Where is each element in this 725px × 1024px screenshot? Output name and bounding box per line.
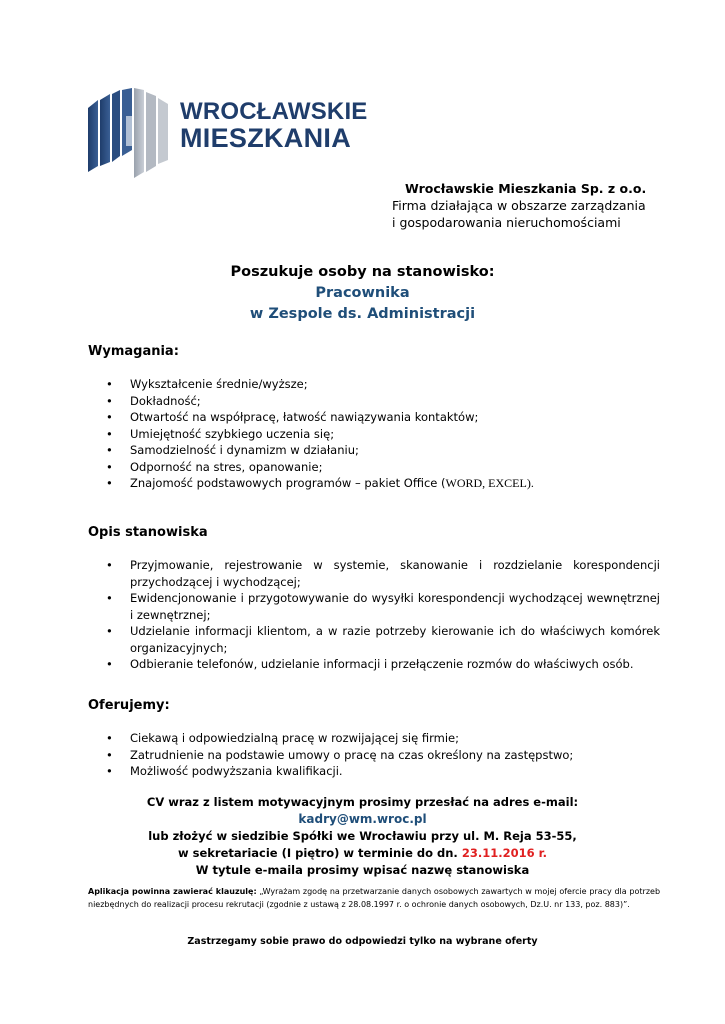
company-info xyxy=(392,180,647,231)
list-item: • Zatrudnienie na podstawie umowy o pracę na czas określony na zastępstwo; xyxy=(88,747,660,764)
application-instructions xyxy=(0,794,725,879)
list-item: • Możliwość podwyższania kwalifikacji. xyxy=(88,763,660,780)
logo-wordmark xyxy=(180,100,368,152)
job-headline xyxy=(0,262,725,325)
company-desc-1: Firma działająca w obszarze zarządzania xyxy=(392,198,646,213)
list-item: • Dokładność; xyxy=(88,393,660,410)
headline-intro: Poszukuje osoby na stanowisko: xyxy=(230,264,495,280)
list-item: • Przyjmowanie, rejestrowanie w systemie, skanowanie i rozdzielanie korespondencji przychodzącej i wychodzącej; xyxy=(88,557,660,590)
list-item: • Odbieranie telefonów, udzielanie informacji i przełączenie rozmów do właściwych osób. xyxy=(88,656,660,673)
clause-text: „Wyrażam zgodę na przetwarzanie danych osobowych zawartych w mojej ofercie pracy dla potrzeb niezbędnych do realizacji procesu rekrutacji (zgodnie z ustawą z 28.08.1997 r. o ochronie danych osobowych, Dz.U. nr 133, poz. 883)”. xyxy=(88,887,661,909)
deadline-text: w sekretariacie (I piętro) w terminie do dn. xyxy=(178,846,458,860)
list-item: • Ewidencjonowanie i przygotowywanie do wysyłki korespondencji wychodzącej wewnętrznej i zewnętrznej; xyxy=(88,590,660,623)
description-title: Opis stanowiska xyxy=(88,525,208,540)
list-item xyxy=(88,475,660,492)
requirements-title: Wymagania: xyxy=(88,344,179,359)
list-item: • Umiejętność szybkiego uczenia się; xyxy=(88,426,660,443)
position-title-1: Pracownika xyxy=(315,285,410,301)
list-item: • Odporność na stres, opanowanie; xyxy=(88,459,660,476)
position-title-2: w Zespole ds. Administracji xyxy=(249,306,476,322)
reserve-note: Zastrzegamy sobie prawo do odpowiedzi tylko na wybrane oferty xyxy=(187,936,538,947)
list-item: • Samodzielność i dynamizm w działaniu; xyxy=(88,442,660,459)
list-item: • Wykształcenie średnie/wyższe; xyxy=(88,376,660,393)
offer-title: Oferujemy: xyxy=(88,698,170,713)
list-item: • Ciekawą i odpowiedzialną pracę w rozwijającej się firmie; xyxy=(88,730,660,747)
office-programs: WORD, EXCEL). xyxy=(445,476,534,490)
cv-line-4 xyxy=(0,845,725,862)
logo-line1: WROCŁAWSKIE xyxy=(180,98,368,125)
logo-line2: MIESZKANIA xyxy=(180,123,351,153)
privacy-clause xyxy=(88,885,660,911)
cv-line-3: lub złożyć w siedzibie Spółki we Wrocławiu przy ul. M. Reja 53-55, xyxy=(148,829,577,843)
office-skill-text: Znajomość podstawowych programów – pakiet Office ( xyxy=(130,476,446,490)
company-name: Wrocławskie Mieszkania Sp. z o.o. xyxy=(405,181,647,196)
list-item: • Otwartość na współpracę, łatwość nawiązywania kontaktów; xyxy=(88,409,660,426)
clause-label: Aplikacja powinna zawierać klauzulę: xyxy=(88,887,257,896)
description-list xyxy=(88,557,660,673)
list-item: • Udzielanie informacji klientom, a w razie potrzeby kierowanie ich do właściwych komórek organizacyjnych; xyxy=(88,623,660,656)
company-desc-2: i gospodarowania nieruchomościami xyxy=(392,215,621,230)
offer-list xyxy=(88,730,660,780)
deadline-date: 23.11.2016 r. xyxy=(461,846,547,860)
requirements-list xyxy=(88,376,660,492)
cv-line-5: W tytule e-maila prosimy wpisać nazwę stanowiska xyxy=(195,863,530,877)
email-link[interactable]: kadry@wm.wroc.pl xyxy=(298,812,427,826)
cv-line-1: CV wraz z listem motywacyjnym prosimy przesłać na adres e-mail: xyxy=(146,795,579,809)
